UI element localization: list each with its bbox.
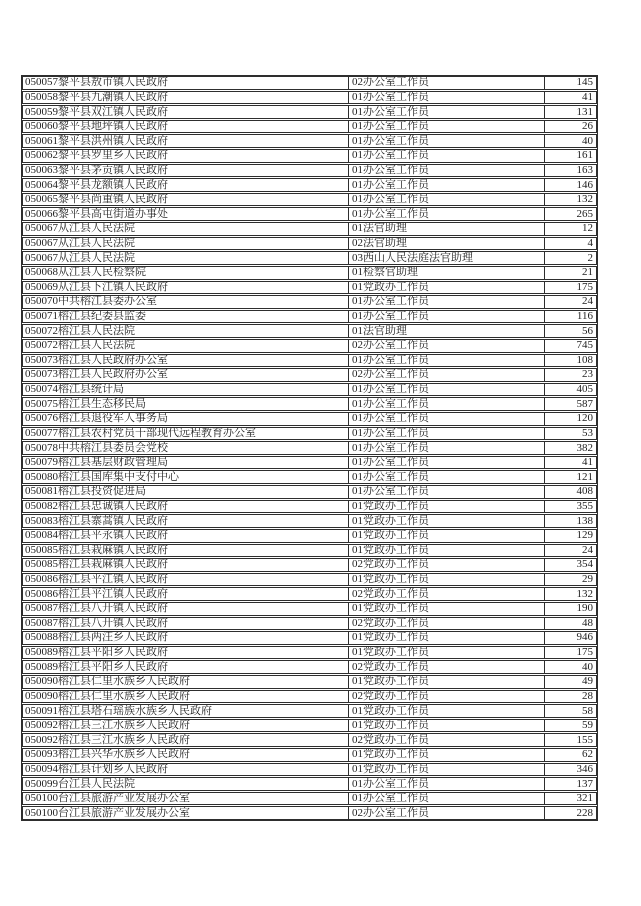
count-cell: 355 [576,500,593,512]
org-cell: 050100台江县旅游产业发展办公室 [23,807,349,819]
table-row [22,806,597,820]
table-row [22,397,597,411]
count-cell: 129 [576,529,593,542]
table-row [22,792,597,806]
table-row [22,602,597,616]
table-row [22,777,597,791]
count-cell: 321 [576,792,593,805]
org-cell: 050085榕江县栽麻镇人民政府 [23,545,349,557]
count-cell: 265 [576,208,593,220]
count-cell: 58 [582,705,593,717]
org-cell: 050072榕江县人民法院 [23,325,349,337]
org-cell: 050068从江县人民检察院 [23,267,349,279]
position-cell: 01法官助理 [349,223,545,235]
count-cell: 41 [582,456,593,469]
count-cell: 4 [587,237,593,249]
count-cell: 21 [582,266,593,279]
count-cell: 132 [576,193,593,206]
table-row [22,441,597,455]
position-cell: 02办公室工作员 [349,369,545,381]
count-cell: 28 [582,690,593,702]
org-cell: 050067从江县人民法院 [23,223,349,235]
position-cell: 01党政办工作员 [349,764,545,776]
position-cell: 01办公室工作员 [349,398,545,410]
org-cell: 050091榕江县塔石瑶族水族乡人民政府 [23,705,349,717]
position-cell: 01办公室工作员 [349,150,545,162]
count-cell: 59 [582,719,593,732]
position-cell: 01办公室工作员 [349,486,545,498]
table-row [22,368,597,382]
table-row [22,660,597,674]
table-row [22,427,597,441]
count-cell: 53 [582,427,593,439]
org-cell: 050085榕江县栽麻镇人民政府 [23,559,349,571]
org-cell: 050081榕江县投资促进局 [23,486,349,498]
position-cell: 01办公室工作员 [349,355,545,367]
count-cell: 49 [582,675,593,688]
table-row [22,690,597,704]
table-row [22,281,597,295]
count-cell: 48 [582,617,593,629]
org-cell: 050070中共榕江县委办公室 [23,296,349,308]
position-cell: 02法官助理 [349,238,545,250]
table-row [22,178,597,192]
count-cell: 946 [576,632,593,644]
count-cell: 145 [576,77,593,89]
table-row [22,500,597,514]
org-cell: 050079榕江县基层财政管理局 [23,457,349,469]
org-cell: 050064黎平县龙额镇人民政府 [23,179,349,191]
org-cell: 050092榕江县三江水族乡人民政府 [23,720,349,732]
org-cell: 050084榕江县平永镇人民政府 [23,530,349,542]
count-cell: 228 [576,807,593,819]
table-row [22,222,597,236]
table-row [22,310,597,324]
count-cell: 131 [576,106,593,118]
position-cell: 02党政办工作员 [349,661,545,673]
table-row [22,573,597,587]
table-row [22,529,597,543]
org-cell: 050086榕江县平江镇人民政府 [23,588,349,600]
position-cell: 01党政办工作员 [349,530,545,542]
position-cell: 01党政办工作员 [349,705,545,717]
count-cell: 354 [576,559,593,571]
position-cell: 01党政办工作员 [349,603,545,615]
position-cell: 01党政办工作员 [349,282,545,294]
org-cell: 050067从江县人民法院 [23,238,349,250]
org-cell: 050069从江县下江镇人民政府 [23,282,349,294]
count-cell: 108 [576,354,593,366]
org-cell: 050090榕江县仁里水族乡人民政府 [23,691,349,703]
count-cell: 745 [576,339,593,352]
count-cell: 56 [582,325,593,337]
org-cell: 050083榕江县寨蒿镇人民政府 [23,515,349,527]
count-cell: 26 [582,120,593,133]
count-cell: 175 [576,646,593,659]
org-cell: 050080榕江县国库集中支付中心 [23,471,349,483]
position-cell: 01办公室工作员 [349,106,545,118]
table-row [22,237,597,251]
count-cell: 382 [576,442,593,454]
count-cell: 190 [576,602,593,615]
count-cell: 23 [582,369,593,381]
org-cell: 050075榕江县生态移民局 [23,398,349,410]
table-row [22,456,597,470]
table-row [22,207,597,221]
position-cell: 01办公室工作员 [349,442,545,454]
position-cell: 01法官助理 [349,325,545,337]
org-cell: 050086榕江县平江镇人民政府 [23,574,349,586]
org-cell: 050057黎平县敖市镇人民政府 [23,77,349,89]
position-cell: 01办公室工作员 [349,778,545,790]
org-cell: 050090榕江县仁里水族乡人民政府 [23,676,349,688]
position-cell: 01办公室工作员 [349,92,545,104]
table-row [22,149,597,163]
count-cell: 116 [576,310,593,323]
org-cell: 050060黎平县地坪镇人民政府 [23,121,349,133]
position-cell: 01党政办工作员 [349,647,545,659]
count-cell: 161 [576,150,593,162]
table-row [22,339,597,353]
table-row [22,193,597,207]
org-cell: 050067从江县人民法院 [23,252,349,264]
count-cell: 2 [587,252,593,264]
table-row [22,164,597,178]
position-cell: 02办公室工作员 [349,340,545,352]
count-cell: 155 [576,734,593,746]
count-cell: 40 [582,135,593,147]
org-cell: 050074榕江县统计局 [23,384,349,396]
org-cell: 050087榕江县八开镇人民政府 [23,603,349,615]
table-row [22,733,597,747]
count-cell: 146 [576,179,593,191]
org-cell: 050099台江县人民法院 [23,778,349,790]
count-cell: 346 [576,763,593,775]
table-row [22,134,597,148]
table-row [22,544,597,558]
position-cell: 02党政办工作员 [349,691,545,703]
count-cell: 62 [582,749,593,761]
position-cell: 01办公室工作员 [349,194,545,206]
org-cell: 050093榕江县兴华水族乡人民政府 [23,749,349,761]
count-cell: 29 [582,573,593,586]
org-cell: 050077榕江县农村党员干部现代远程教育办公室 [23,428,349,440]
org-cell: 050061黎平县洪州镇人民政府 [23,135,349,147]
position-cell: 01党政办工作员 [349,545,545,557]
position-cell: 01党政办工作员 [349,632,545,644]
position-cell: 01办公室工作员 [349,135,545,147]
position-cell: 01办公室工作员 [349,165,545,177]
org-cell: 050058黎平县九潮镇人民政府 [23,92,349,104]
table-row [22,105,597,119]
table-row [22,266,597,280]
position-cell: 02党政办工作员 [349,559,545,571]
org-cell: 050071榕江县纪委县监委 [23,311,349,323]
table-row [22,704,597,718]
position-cell: 01党政办工作员 [349,676,545,688]
position-cell: 02党政办工作员 [349,734,545,746]
count-cell: 41 [582,91,593,103]
count-cell: 138 [576,515,593,527]
table-row [22,558,597,572]
org-cell: 050066黎平县高屯街道办事处 [23,208,349,220]
count-cell: 121 [576,471,593,483]
position-cell: 01办公室工作员 [349,208,545,220]
org-cell: 050094榕江县计划乡人民政府 [23,764,349,776]
org-cell: 050072榕江县人民法院 [23,340,349,352]
count-cell: 405 [576,383,593,396]
position-cell: 03西山人民法庭法官助理 [349,252,545,264]
table-row [22,354,597,368]
position-cell: 01办公室工作员 [349,121,545,133]
org-cell: 050065黎平县尚重镇人民政府 [23,194,349,206]
org-cell: 050089榕江县平阳乡人民政府 [23,647,349,659]
org-cell: 050082榕江县忠诚镇人民政府 [23,501,349,513]
org-cell: 050087榕江县八开镇人民政府 [23,618,349,630]
table-row [22,719,597,733]
table-row [22,617,597,631]
table-row [22,485,597,499]
results-table [21,75,598,821]
table-row [22,763,597,777]
org-cell: 050100台江县旅游产业发展办公室 [23,793,349,805]
org-cell: 050073榕江县人民政府办公室 [23,355,349,367]
count-cell: 120 [576,413,593,425]
count-cell: 587 [576,398,593,410]
table-row [22,748,597,762]
count-cell: 163 [576,164,593,176]
table-row [22,76,597,90]
table-row [22,383,597,397]
position-cell: 01办公室工作员 [349,457,545,469]
position-cell: 01党政办工作员 [349,720,545,732]
org-cell: 050089榕江县平阳乡人民政府 [23,661,349,673]
org-cell: 050088榕江县两汪乡人民政府 [23,632,349,644]
position-cell: 01办公室工作员 [349,311,545,323]
org-cell: 050076榕江县退役军人事务局 [23,413,349,425]
table-row [22,120,597,134]
table-row [22,587,597,601]
position-cell: 01党政办工作员 [349,501,545,513]
org-cell: 050078中共榕江县委员会党校 [23,442,349,454]
org-cell: 050092榕江县三江水族乡人民政府 [23,734,349,746]
table-row [22,631,597,645]
count-cell: 137 [576,778,593,790]
table-row [22,646,597,660]
position-cell: 02办公室工作员 [349,77,545,89]
org-cell: 050063黎平县茅贡镇人民政府 [23,165,349,177]
table-row [22,412,597,426]
table-row [22,470,597,484]
position-cell: 01办公室工作员 [349,413,545,425]
position-cell: 01办公室工作员 [349,471,545,483]
table-row [22,514,597,528]
position-cell: 01党政办工作员 [349,749,545,761]
org-cell: 050073榕江县人民政府办公室 [23,369,349,381]
table-row [22,91,597,105]
count-cell: 175 [576,281,593,293]
position-cell: 01党政办工作员 [349,574,545,586]
position-cell: 01办公室工作员 [349,179,545,191]
position-cell: 02党政办工作员 [349,588,545,600]
table-row [22,675,597,689]
position-cell: 01办公室工作员 [349,296,545,308]
table-row [22,251,597,265]
table-row [22,295,597,309]
position-cell: 02党政办工作员 [349,618,545,630]
count-cell: 24 [582,296,593,308]
position-cell: 01党政办工作员 [349,515,545,527]
count-cell: 12 [582,223,593,235]
count-cell: 24 [582,544,593,556]
position-cell: 01检察官助理 [349,267,545,279]
count-cell: 40 [582,661,593,673]
count-cell: 132 [576,588,593,600]
position-cell: 02办公室工作员 [349,807,545,819]
count-cell: 408 [576,486,593,498]
position-cell: 01办公室工作员 [349,793,545,805]
table-row [22,324,597,338]
org-cell: 050059黎平县双江镇人民政府 [23,106,349,118]
org-cell: 050062黎平县罗里乡人民政府 [23,150,349,162]
position-cell: 01办公室工作员 [349,384,545,396]
position-cell: 01办公室工作员 [349,428,545,440]
